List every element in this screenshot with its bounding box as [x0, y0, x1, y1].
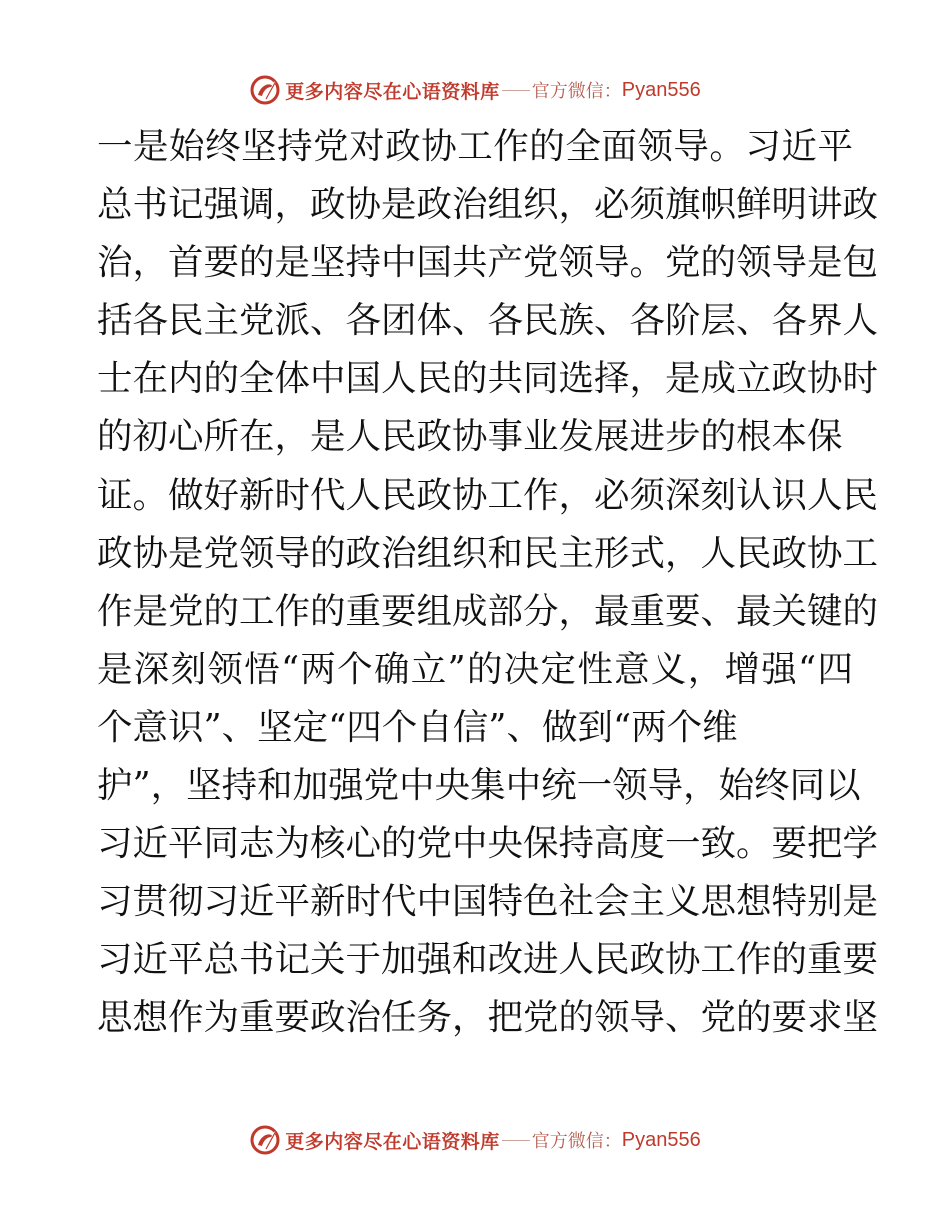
banner-label: 官方微信： — [531, 1131, 622, 1152]
header-watermark-banner — [0, 70, 950, 110]
paragraph-line: 治，首要的是坚持中国共产党领导。党的领导是包 — [97, 242, 879, 284]
banner-text: 更多内容尽在心语资料库 — [285, 80, 500, 103]
paragraph-line: 习近平总书记关于加强和改进人民政协工作的重要 — [97, 939, 879, 981]
paragraph-line: 总书记强调，政协是政治组织，必须旗帜鲜明讲政 — [97, 184, 879, 226]
paragraph-line: 习贯彻习近平新时代中国特色社会主义思想特别是 — [97, 881, 879, 923]
document-paragraph — [97, 118, 879, 1048]
banner-label: 官方微信： — [531, 81, 622, 102]
paragraph-line: 证。做好新时代人民政协工作，必须深刻认识人民 — [97, 474, 879, 516]
banner-wechat-id: Pyan556 — [621, 1128, 701, 1151]
banner-dash — [502, 90, 530, 91]
paragraph-line: 括各民主党派、各团体、各民族、各阶层、各界人 — [97, 300, 879, 342]
paragraph-line: 士在内的全体中国人民的共同选择，是成立政协时 — [97, 358, 879, 400]
paragraph-line: 习近平同志为核心的党中央保持高度一致。要把学 — [97, 823, 879, 865]
paragraph-line: 作是党的工作的重要组成部分，最重要、最关键的 — [97, 590, 879, 632]
paragraph-line: 的初心所在，是人民政协事业发展进步的根本保 — [97, 416, 843, 458]
banner-text: 更多内容尽在心语资料库 — [285, 1130, 500, 1153]
banner-wechat-id: Pyan556 — [621, 78, 701, 101]
paragraph-line: 政协是党领导的政治组织和民主形式，人民政协工 — [97, 532, 879, 574]
paragraph-line: 护”，坚持和加强党中央集中统一领导，始终同以 — [97, 765, 861, 807]
paragraph-line: 是深刻领悟“两个确立”的决定性意义，增强“四 — [97, 648, 853, 690]
red-swirl-logo-icon — [249, 74, 281, 106]
red-swirl-logo-icon — [249, 1124, 281, 1156]
footer-watermark-banner — [0, 1120, 950, 1160]
paragraph-line: 思想作为重要政治任务，把党的领导、党的要求坚 — [97, 997, 879, 1039]
paragraph-line: 一是始终坚持党对政协工作的全面领导。习近平 — [97, 126, 853, 167]
banner-dash — [502, 1140, 530, 1141]
paragraph-line: 个意识”、坚定“四个自信”、做到“两个维 — [97, 706, 738, 748]
